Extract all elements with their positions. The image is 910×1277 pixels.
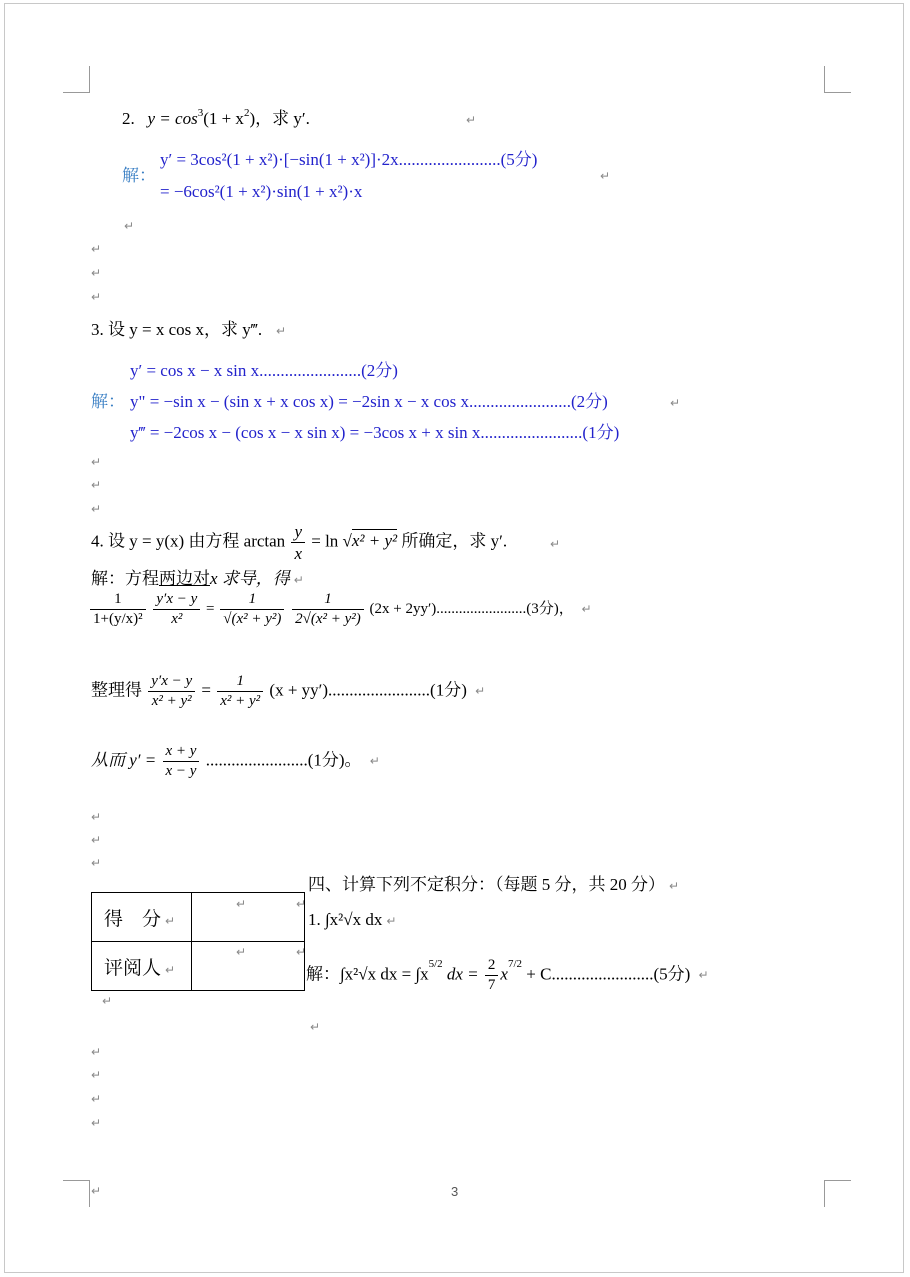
paragraph-mark: ↵ [91, 290, 102, 304]
eq1-frac1 [90, 592, 146, 627]
numerator: 1 [217, 674, 263, 692]
score-label-cell [92, 893, 192, 942]
grader-label: 评阅人 [104, 956, 162, 979]
paragraph-mark: ↵ [600, 169, 611, 183]
eq1-frac3 [220, 592, 284, 627]
section4-title-text: 四、计算下列不定积分：（每题 5 分，共 20 分） [308, 875, 665, 894]
section4-q1-text: 1. ∫x²√x dx [308, 910, 383, 929]
paragraph-mark: ↵ [91, 1045, 102, 1059]
paragraph-mark: ↵ [91, 455, 102, 469]
denominator: x² [171, 611, 183, 627]
s4-sol-frac [485, 958, 499, 993]
q3-statement: 3. 设 y = x cos x，求 y‴. [91, 320, 263, 339]
paragraph-mark: ↵ [91, 242, 102, 256]
q3-solution-line2: y" = −sin x − (sin x + x cos x) = −2sin x − x cos x........................(2分) [130, 392, 608, 411]
eq3-post: ........................(1分)。 [205, 750, 362, 770]
paragraph-mark: ↵ [369, 754, 380, 769]
grader-value-cell[interactable] [192, 942, 305, 991]
paragraph-mark: ↵ [293, 573, 304, 587]
eq3-pre: 从而 y′ = [91, 750, 157, 770]
q4-stmt-post: 所确定，求 y′. [401, 531, 508, 551]
numerator: y [291, 523, 305, 543]
section4-title [308, 876, 679, 893]
s4-sol-x: x [500, 964, 508, 984]
paragraph-mark: ↵ [165, 962, 176, 977]
paragraph-mark: ↵ [296, 897, 307, 911]
paragraph-mark: ↵ [475, 684, 486, 699]
paragraph-mark: ↵ [91, 1116, 102, 1130]
q4-stmt-ln: = ln [311, 531, 339, 551]
paragraph-mark: ↵ [670, 396, 681, 410]
q3-solution-label: 解： [91, 392, 125, 411]
q4-equation3 [91, 744, 380, 779]
q2-solution-line1: y′ = 3cos²(1 + x²)·[−sin(1 + x²)]·2x........................(5分) [160, 150, 538, 169]
section4-q1-solution [306, 958, 709, 993]
crop-mark-top-right [824, 66, 851, 93]
paragraph-mark: ↵ [91, 1068, 102, 1082]
paragraph-mark: ↵ [91, 1092, 102, 1106]
grader-label-cell [92, 942, 192, 991]
numerator: 1 [292, 592, 364, 610]
q4-sol-pre: 解：方程 [91, 569, 159, 588]
s4-sol-exp1: 5/2 [428, 957, 443, 970]
q2-expr-b: (1 + x [203, 109, 244, 128]
denominator: x² + y² [220, 693, 261, 709]
numerator: 1 [220, 592, 284, 610]
q4-solution-intro [91, 570, 304, 587]
eq1-post: (2x + 2yy′)........................(3分)， [369, 600, 574, 617]
paragraph-mark: ↵ [310, 1020, 321, 1034]
section4-q1 [308, 911, 396, 928]
score-label: 得 分 [104, 907, 162, 930]
paragraph-mark: ↵ [296, 945, 307, 959]
q4-statement: 4. 设 y = y(x) 由方程 arctan $\frac{y}{x}$ = ln √x² + y² 所确定，求 y′. [91, 522, 508, 563]
q2-statement [122, 107, 310, 128]
crop-mark-bottom-right [824, 1180, 851, 1207]
q4-stmt-pre: 4. 设 y = y(x) 由方程 arctan [91, 531, 286, 551]
score-table [91, 892, 305, 991]
denominator: x [294, 544, 302, 563]
q2-expr-c: )，求 y′. [249, 109, 310, 128]
denominator: √(x² + y²) [223, 611, 282, 627]
paragraph-mark: ↵ [581, 601, 592, 616]
numerator: 1 [90, 592, 146, 610]
q2-solution-line2: = −6cos²(1 + x²)·sin(1 + x²)·x [160, 182, 363, 201]
q4-stmt-sqrt: x² + y² [351, 531, 398, 551]
paragraph-mark: ↵ [102, 994, 113, 1008]
eq2-post: (x + yy′)........................(1分) [269, 680, 467, 700]
numerator: x + y [163, 744, 200, 762]
paragraph-mark: ↵ [91, 856, 102, 870]
page [4, 3, 904, 1273]
paragraph-mark: ↵ [91, 478, 102, 492]
s4-sol-post: + C........................(5分) [526, 964, 691, 984]
equals-sign: = [206, 600, 215, 617]
paragraph-mark: ↵ [386, 914, 397, 928]
denominator: 7 [487, 977, 496, 993]
paragraph-mark: ↵ [91, 266, 102, 280]
paragraph-mark: ↵ [276, 324, 287, 338]
paragraph-mark: ↵ [669, 879, 680, 893]
q2-exp-b: 2 [243, 107, 250, 120]
paragraph-mark: ↵ [165, 913, 176, 928]
q4-sol-underline: 两边对 [159, 569, 210, 588]
paragraph-mark: ↵ [236, 897, 247, 911]
denominator: x − y [165, 763, 197, 779]
denominator: x² + y² [151, 693, 192, 709]
q2-number: 2. [122, 109, 135, 128]
q4-equation2 [91, 674, 485, 709]
q4-sol-post: x 求导，得 [210, 569, 290, 588]
score-value-cell[interactable] [192, 893, 305, 942]
numerator: y′x − y [148, 674, 195, 692]
crop-mark-top-left [63, 66, 90, 93]
equals-sign: = [201, 680, 211, 700]
paragraph-mark: ↵ [550, 537, 561, 551]
eq2-pre: 整理得 [91, 680, 142, 700]
eq2-frac1 [148, 674, 195, 709]
paragraph-mark: ↵ [91, 810, 102, 824]
q4-equation1 [88, 592, 592, 627]
q3-solution-line3: y‴ = −2cos x − (cos x − x sin x) = −3cos x + x sin x........................(1分) [130, 423, 620, 442]
paragraph-mark: ↵ [91, 833, 102, 847]
q2-exp-a: 3 [197, 107, 204, 120]
eq2-frac2 [217, 674, 263, 709]
eq1-frac2 [153, 592, 200, 627]
q4-stmt-fraction [291, 523, 305, 562]
q2-solution-label: 解： [122, 166, 156, 185]
denominator: 1+(y/x)² [93, 611, 143, 627]
paragraph-mark: ↵ [698, 968, 709, 983]
crop-mark-bottom-left [63, 1180, 90, 1207]
paragraph-mark: ↵ [91, 1184, 102, 1198]
paragraph-mark: ↵ [124, 219, 135, 233]
paragraph-mark: ↵ [236, 945, 247, 959]
s4-sol-mid: dx = [446, 964, 479, 984]
paragraph-mark: ↵ [91, 502, 102, 516]
eq1-frac4 [292, 592, 364, 627]
numerator: y′x − y [153, 592, 200, 610]
numerator: 2 [485, 958, 499, 976]
q3-solution-line1: y′ = cos x − x sin x........................(2分) [130, 361, 398, 380]
eq3-frac [163, 744, 200, 779]
s4-sol-exp2: 7/2 [507, 957, 523, 970]
s4-sol-pre: 解：∫x²√x dx = ∫x [306, 964, 429, 984]
denominator: 2√(x² + y²) [295, 611, 361, 627]
paragraph-mark: ↵ [466, 113, 477, 127]
q2-expr-a: y = cos [147, 109, 198, 128]
page-number: 3 [451, 1184, 459, 1199]
